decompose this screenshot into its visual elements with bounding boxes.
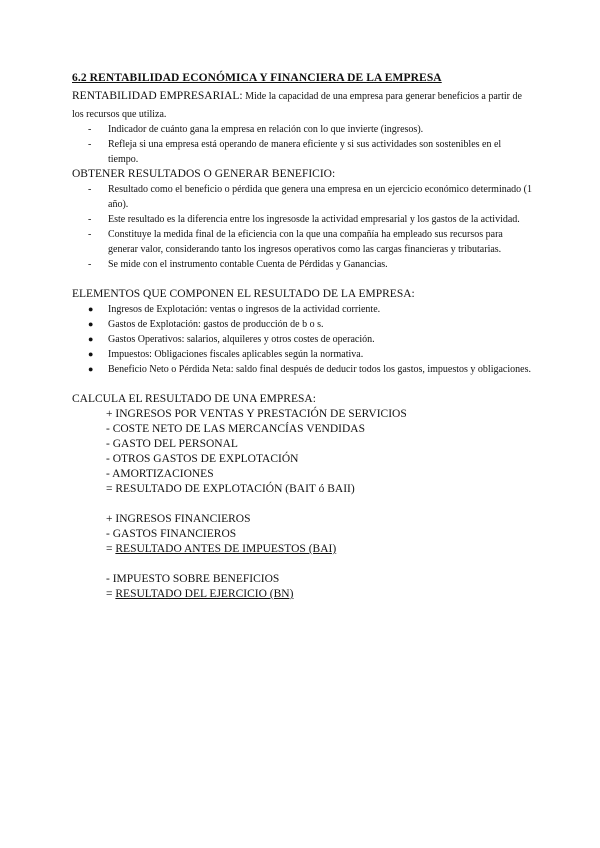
list-item	[72, 212, 532, 227]
list-item-text: Constituye la medida final de la eficiencia con la que una compañía ha empleado sus recursos para generar valor, considerando tanto los ingresos operativos como las cargas financieras y tributarias.	[108, 229, 503, 255]
list-item-text: Impuestos: Obligaciones fiscales aplicables según la normativa.	[108, 349, 364, 360]
spacer	[72, 272, 532, 287]
calc-line-bn	[106, 587, 532, 602]
calc-prefix: =	[106, 543, 116, 555]
list-item	[72, 257, 532, 272]
dash-marker: -	[88, 139, 92, 150]
dash-marker: -	[88, 229, 92, 240]
list-item-text: Refleja si una empresa está operando de manera eficiente y si sus actividades son sostenibles en el tiempo.	[108, 139, 502, 165]
resultados-heading: OBTENER RESULTADOS O GENERAR BENEFICIO:	[72, 168, 336, 180]
list-item	[72, 182, 532, 212]
elementos-list	[72, 302, 532, 377]
list-item-text: Se mide con el instrumento contable Cuenta de Pérdidas y Ganancias.	[108, 259, 388, 270]
calc-line: - COSTE NETO DE LAS MERCANCÍAS VENDIDAS	[106, 423, 365, 435]
calc-line: + INGRESOS POR VENTAS Y PRESTACIÓN DE SERVICIOS	[106, 408, 407, 420]
list-item-text: Ingresos de Explotación: ventas o ingresos de la actividad corriente.	[108, 304, 381, 315]
calculation-block-3	[72, 572, 532, 602]
spacer	[72, 377, 532, 392]
calcula-heading: CALCULA EL RESULTADO DE UNA EMPRESA:	[72, 393, 316, 405]
list-item	[72, 302, 532, 317]
list-item	[72, 332, 532, 347]
list-item-text: Resultado como el beneficio o pérdida que genera una empresa en un ejercicio económico determinado (1 año).	[108, 184, 532, 210]
list-item	[72, 122, 532, 137]
rentabilidad-heading: RENTABILIDAD EMPRESARIAL:	[72, 90, 243, 102]
resultados-list	[72, 182, 532, 272]
list-item-text: Este resultado es la diferencia entre los ingresosde la actividad empresarial y los gastos de la actividad.	[108, 214, 520, 225]
dash-marker: -	[88, 259, 92, 270]
dash-marker: -	[88, 124, 92, 135]
calc-line: - IMPUESTO SOBRE BENEFICIOS	[106, 573, 280, 585]
bullet-marker: ●	[88, 304, 94, 314]
bai-result: RESULTADO ANTES DE IMPUESTOS (BAI)	[115, 543, 337, 555]
list-item	[72, 317, 532, 332]
calc-prefix: =	[106, 588, 116, 600]
calc-line: - OTROS GASTOS DE EXPLOTACIÓN	[106, 453, 299, 465]
bullet-marker: ●	[88, 334, 94, 344]
calc-line: - GASTOS FINANCIEROS	[106, 528, 237, 540]
rentabilidad-paragraph	[72, 86, 532, 122]
rentabilidad-list	[72, 122, 532, 167]
document-page	[72, 71, 532, 602]
list-item	[72, 362, 532, 377]
calc-line: = RESULTADO DE EXPLOTACIÓN (BAIT ó BAII)	[106, 483, 355, 495]
calc-line: - GASTO DEL PERSONAL	[106, 438, 238, 450]
bullet-marker: ●	[88, 319, 94, 329]
list-item-text: Beneficio Neto o Pérdida Neta: saldo final después de deducir todos los gastos, impuestos y obligaciones.	[108, 364, 531, 375]
list-item-text: Gastos Operativos: salarios, alquileres y otros costes de operación.	[108, 334, 375, 345]
list-item	[72, 347, 532, 362]
spacer	[72, 557, 532, 572]
list-item-text: Gastos de Explotación: gastos de producción de b o s.	[108, 319, 324, 330]
calculation-block-2	[72, 512, 532, 557]
calc-line: - AMORTIZACIONES	[106, 468, 214, 480]
rentabilidad-intro: Mide la capacidad de una empresa para generar beneficios a partir de los recursos que utiliza.	[72, 91, 522, 120]
elementos-heading: ELEMENTOS QUE COMPONEN EL RESULTADO DE LA EMPRESA:	[72, 288, 415, 300]
section-title: 6.2 RENTABILIDAD ECONÓMICA Y FINANCIERA DE LA EMPRESA	[72, 72, 442, 84]
list-item	[72, 227, 532, 257]
bullet-marker: ●	[88, 364, 94, 374]
list-item	[72, 137, 532, 167]
calculation-block-1	[72, 407, 532, 497]
calc-line: + INGRESOS FINANCIEROS	[106, 513, 251, 525]
bullet-marker: ●	[88, 349, 94, 359]
list-item-text: Indicador de cuánto gana la empresa en relación con lo que invierte (ingresos).	[108, 124, 424, 135]
bn-result: RESULTADO DEL EJERCICIO (BN)	[115, 588, 294, 600]
spacer	[72, 497, 532, 512]
dash-marker: -	[88, 214, 92, 225]
dash-marker: -	[88, 184, 92, 195]
calc-line-bai	[106, 542, 532, 557]
